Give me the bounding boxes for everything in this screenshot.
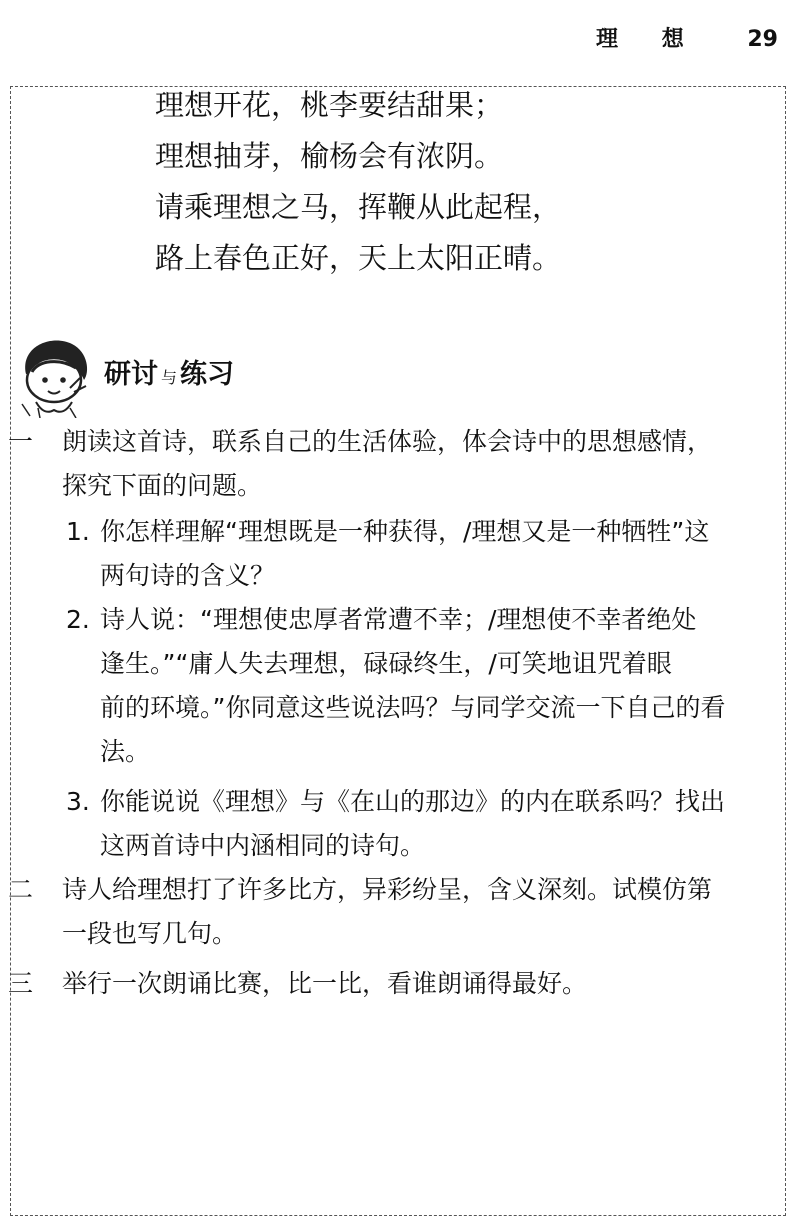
- page-number: 29: [747, 27, 778, 52]
- sub-question-line: 两句诗的含义？: [100, 561, 276, 590]
- exercise-number: 三: [8, 969, 34, 998]
- running-title: 理 想: [596, 27, 702, 52]
- poem: [155, 80, 561, 284]
- page-header: [596, 22, 778, 53]
- exercise-line: 举行一次朗诵比赛，比一比，看谁朗诵得最好。: [62, 969, 588, 998]
- sub-question-line: 你怎样理解“理想既是一种获得，/理想又是一种牺牲”这: [100, 517, 710, 546]
- poem-line: 请乘理想之马，挥鞭从此起程，: [155, 190, 562, 224]
- sub-question-line: 逢生。”“庸人失去理想，碌碌终生，/可笑地诅咒着眼: [100, 649, 672, 678]
- sub-question-line: 你能说说《理想》与《在山的那边》的内在联系吗？找出: [100, 787, 726, 816]
- sub-question-line: 前的环境。”你同意这些说法吗？与同学交流一下自己的看: [100, 693, 726, 722]
- section-heading: [14, 330, 434, 420]
- section-title: 研讨 与 练习: [104, 359, 235, 390]
- poem-line: 理想抽芽，榆杨会有浓阴。: [155, 139, 504, 173]
- exercise-number: 一: [8, 427, 34, 456]
- student-mascot-icon: [14, 330, 100, 418]
- sub-question-line: 诗人说：“理想使忠厚者常遭不幸；/理想使不幸者绝处: [100, 605, 697, 634]
- exercise-line: 朗读这首诗，联系自己的生活体验，体会诗中的思想感情，: [62, 427, 713, 456]
- exercise-line: 诗人给理想打了许多比方，异彩纷呈，含义深刻。试模仿第: [62, 875, 713, 904]
- poem-line: 理想开花，桃李要结甜果；: [155, 88, 504, 122]
- sub-question-line: 这两首诗中内涵相同的诗句。: [100, 831, 426, 860]
- exercise-number: 二: [8, 875, 34, 904]
- exercise-line: 一段也写几句。: [62, 919, 238, 948]
- exercise-line: 探究下面的问题。: [62, 471, 263, 500]
- poem-line: 路上春色正好，天上太阳正晴。: [155, 241, 562, 275]
- sub-question-line: 法。: [100, 737, 151, 766]
